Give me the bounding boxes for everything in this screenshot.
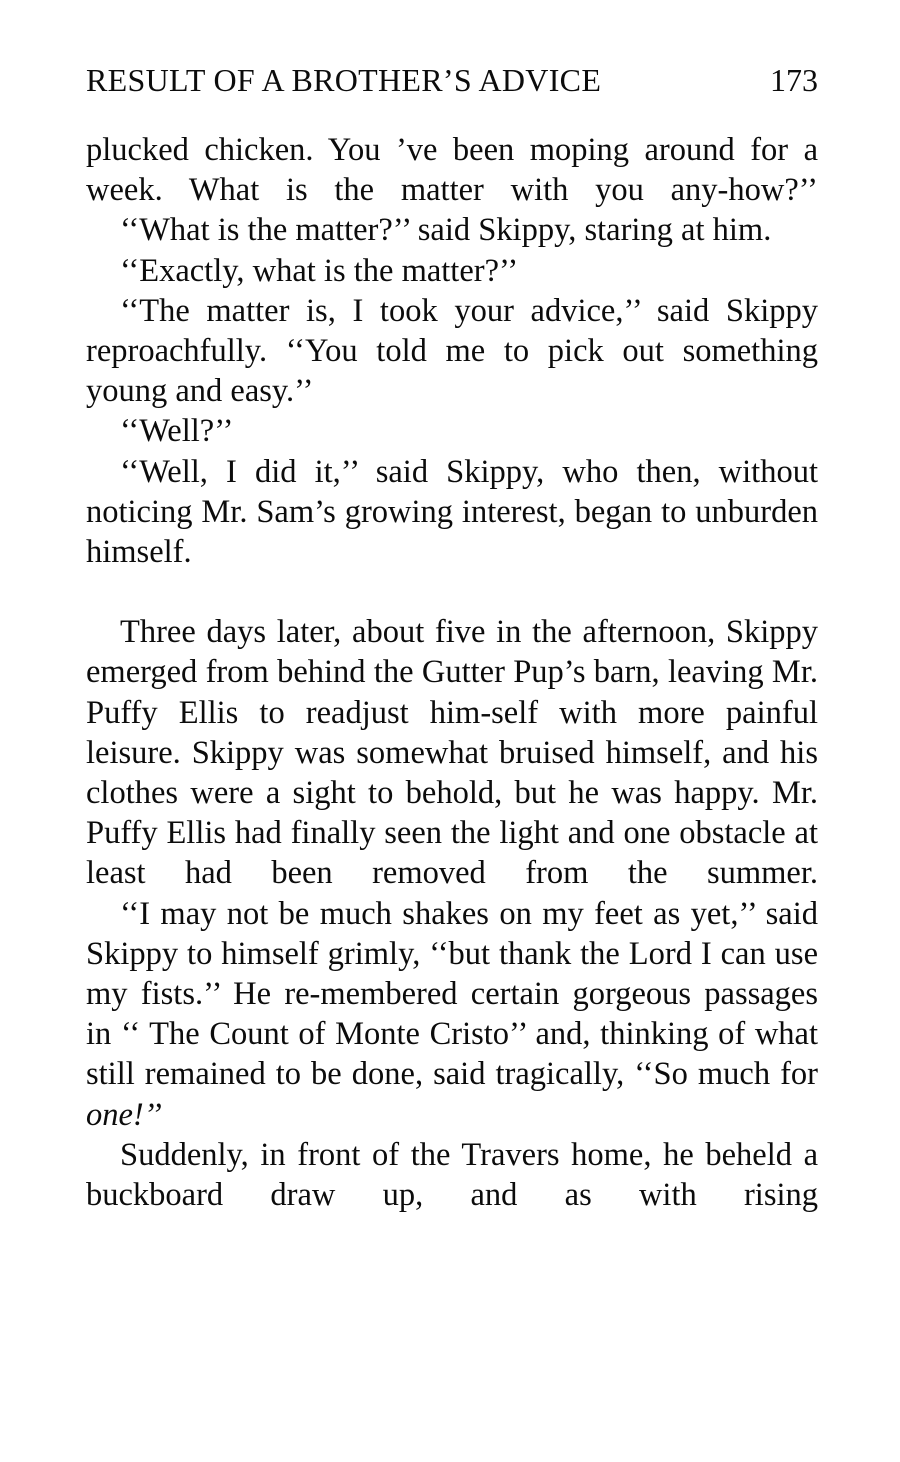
paragraph-9: Suddenly, in front of the Travers home, he beheld a buckboard draw up, and as with rising bbox=[86, 1136, 818, 1214]
paragraph-6: ‘‘Well, I did it,’’ said Skippy, who then, without noticing Mr. Sam’s growing interest, began to unburden himself. bbox=[86, 453, 818, 571]
paragraph-8-italic: one!’’ bbox=[86, 1096, 162, 1133]
section-break bbox=[86, 572, 818, 612]
paragraph-7: Three days later, about five in the afternoon, Skippy emerged from behind the Gutter Pup’s barn, leaving Mr. Puffy Ellis to readjust him-self with more painful leisure. Skippy was somewhat bruised himself, and his clothes were a sight to behold, but he was happy. Mr. Puffy Ellis had finally seen the light and one obstacle at least had been removed from the summer. bbox=[86, 614, 818, 892]
paragraph-8 bbox=[86, 894, 818, 1135]
body-text bbox=[86, 130, 818, 1215]
paragraph-2: ‘‘What is the matter?’’ said Skippy, staring at him. bbox=[120, 212, 772, 249]
paragraph-3: ‘‘Exactly, what is the matter?’’ bbox=[120, 252, 519, 289]
page-number: 173 bbox=[770, 62, 818, 98]
paragraph-8-text: ‘‘I may not be much shakes on my feet as yet,’’ said Skippy to himself grimly, ‘‘but thank the Lord I can use my fists.’’ He re-membered certain gorgeous passages in ‘‘ The Count of Monte Cristo’’ and, thinking of what still remained to be done, said tragically, ‘‘So much for bbox=[86, 895, 818, 1093]
paragraph-4: ‘‘The matter is, I took your advice,’’ said Skippy reproachfully. ‘‘You told me to pick out something young and easy.’’ bbox=[86, 292, 818, 410]
paragraph-5: ‘‘Well?’’ bbox=[120, 413, 234, 450]
running-head bbox=[86, 60, 818, 100]
running-title: RESULT OF A BROTHER’S ADVICE bbox=[86, 62, 602, 98]
paragraph-1: plucked chicken. You ’ve been moping around for a week. What is the matter with you any-how?’’ bbox=[86, 132, 818, 209]
